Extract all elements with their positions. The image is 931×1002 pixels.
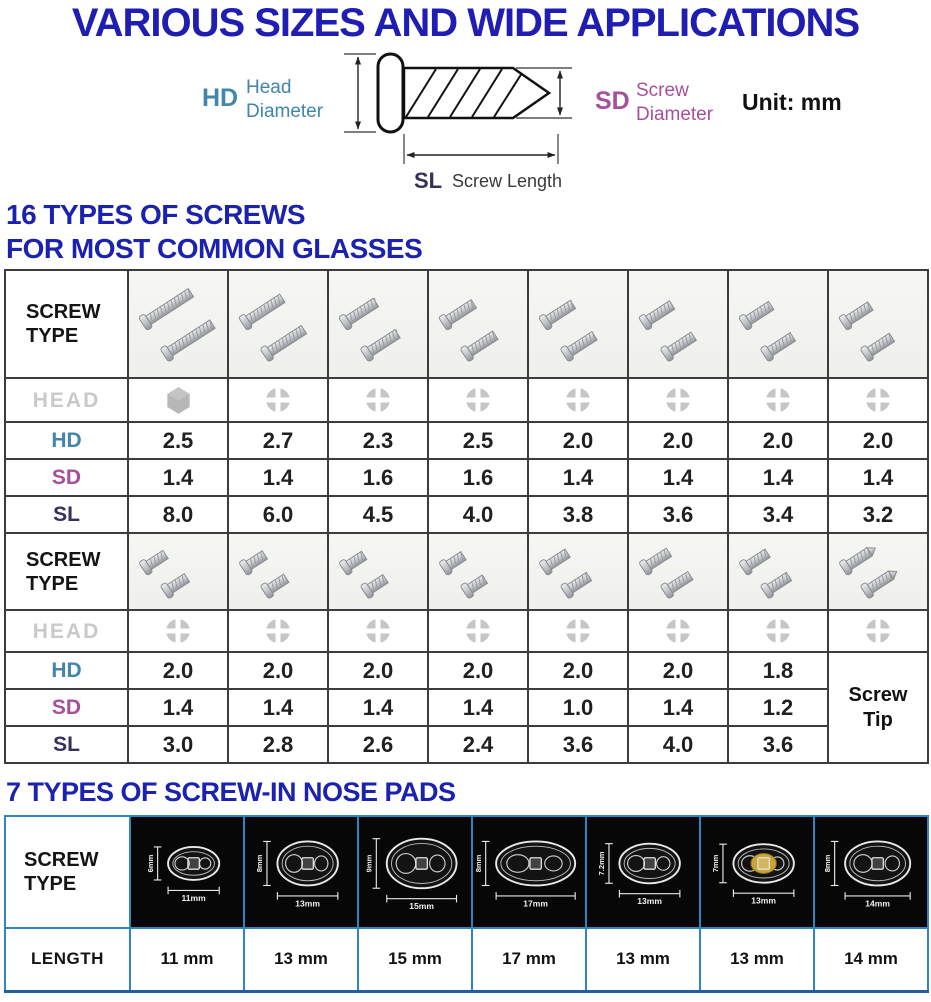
screw-photo-cell xyxy=(228,270,328,378)
nosepads-section-heading: 7 TYPES OF SCREW-IN NOSE PADS xyxy=(6,777,456,808)
screw-photo xyxy=(529,536,627,608)
pad-height-label: 9mm xyxy=(364,854,374,872)
screw-photo-cell xyxy=(128,533,228,610)
nose-pads-table xyxy=(4,815,929,994)
pad-width-label: 15mm xyxy=(409,900,434,911)
sl-value-cell: 3.8 xyxy=(528,496,628,533)
screw-photo-cell xyxy=(228,533,328,610)
pad-height-label: 6mm xyxy=(145,854,155,872)
phillips-head-icon xyxy=(865,618,891,644)
hd-value-cell: 1.8 xyxy=(728,652,828,689)
pad-height-label: 7.2mm xyxy=(597,851,607,876)
row-label-sd: SD xyxy=(5,689,128,726)
head-icon-cell xyxy=(328,610,428,652)
hd-value-cell: 2.0 xyxy=(628,652,728,689)
pad-width-label: 13mm xyxy=(637,895,662,906)
sl-value-cell: 3.2 xyxy=(828,496,928,533)
sd-value-cell: 1.2 xyxy=(728,689,828,726)
screw-photo xyxy=(129,536,227,608)
screw-photo xyxy=(329,273,427,375)
nose-pad-photo xyxy=(131,819,243,925)
screw-photo xyxy=(429,536,527,608)
row-label-hd: HD xyxy=(5,422,128,459)
hd-value-cell: 2.5 xyxy=(428,422,528,459)
phillips-head-icon xyxy=(865,387,891,413)
phillips-head-icon xyxy=(765,387,791,413)
sd-value-cell: 1.4 xyxy=(828,459,928,496)
phillips-head-icon xyxy=(565,387,591,413)
hd-value-cell: 2.0 xyxy=(528,422,628,459)
sl-value-cell: 4.0 xyxy=(428,496,528,533)
pad-width-label: 17mm xyxy=(523,897,548,908)
row-label-length: LENGTH xyxy=(5,928,130,992)
screw-photo xyxy=(629,273,727,375)
screw-photo xyxy=(129,273,227,375)
sl-value-cell: 2.8 xyxy=(228,726,328,763)
head-icon-cell xyxy=(628,610,728,652)
hd-value-cell: 2.3 xyxy=(328,422,428,459)
unit-note: Unit: mm xyxy=(742,89,842,115)
sl-value-cell: 3.4 xyxy=(728,496,828,533)
hd-value-cell: 2.0 xyxy=(328,652,428,689)
hd-abbr-label: HD xyxy=(202,84,239,112)
screw-photo-cell xyxy=(428,270,528,378)
sd-value-cell: 1.4 xyxy=(628,459,728,496)
head-icon-cell xyxy=(128,378,228,422)
nose-pad-cell xyxy=(814,816,928,928)
length-value-cell: 11 mm xyxy=(130,928,244,992)
head-icon-cell xyxy=(328,378,428,422)
screw-photo xyxy=(229,536,327,608)
head-icon-cell xyxy=(528,378,628,422)
hd-value-cell: 2.0 xyxy=(528,652,628,689)
screw-tip-cell: Screw Tip xyxy=(828,652,928,763)
hd-dimension-lines xyxy=(344,54,376,132)
nose-pad-photo xyxy=(245,819,357,925)
head-icon-cell xyxy=(128,610,228,652)
screw-dimension-diagram xyxy=(0,44,931,196)
screw-photo-cell xyxy=(528,270,628,378)
sd-value-cell: 1.4 xyxy=(228,689,328,726)
hd-value-cell: 2.0 xyxy=(128,652,228,689)
sd-value-cell: 1.4 xyxy=(728,459,828,496)
nose-pad-photo xyxy=(473,819,585,925)
sl-dimension-lines xyxy=(404,134,558,164)
screw-photo-cell xyxy=(328,533,428,610)
row-label-sd: SD xyxy=(5,459,128,496)
screw-photo xyxy=(729,273,827,375)
screw-photo-cell xyxy=(728,533,828,610)
sd-value-cell: 1.4 xyxy=(228,459,328,496)
head-icon-cell xyxy=(428,610,528,652)
head-icon-cell xyxy=(628,378,728,422)
screw-photo xyxy=(629,536,727,608)
sd-value-cell: 1.4 xyxy=(128,689,228,726)
screw-photo-cell xyxy=(828,533,928,610)
phillips-head-icon xyxy=(665,618,691,644)
nose-pad-photo xyxy=(815,819,927,925)
sl-value-cell: 6.0 xyxy=(228,496,328,533)
head-icon-cell xyxy=(528,610,628,652)
nose-pad-cell xyxy=(358,816,472,928)
screw-photo-cell xyxy=(428,533,528,610)
row-label-screw-type: SCREW TYPE xyxy=(5,533,128,610)
pad-width-label: 13mm xyxy=(295,897,320,908)
pad-height-label: 8mm xyxy=(473,854,483,872)
row-label-sl: SL xyxy=(5,496,128,533)
head-icon-cell xyxy=(228,610,328,652)
phillips-head-icon xyxy=(565,618,591,644)
hd-value-cell: 2.0 xyxy=(628,422,728,459)
hex-head-icon xyxy=(165,386,192,415)
screw-photo xyxy=(729,536,827,608)
head-icon-cell xyxy=(828,378,928,422)
sl-abbr-label: SL xyxy=(414,168,443,193)
sd-value-cell: 1.4 xyxy=(128,459,228,496)
screw-photo xyxy=(229,273,327,375)
sd-value-cell: 1.4 xyxy=(328,689,428,726)
sd-value-cell: 1.6 xyxy=(328,459,428,496)
row-label-sl: SL xyxy=(5,726,128,763)
row-label-hd: HD xyxy=(5,652,128,689)
row-label-screw-type: SCREW TYPE xyxy=(5,816,130,928)
sd-label-line2: Diameter xyxy=(636,104,714,125)
pad-width-label: 13mm xyxy=(751,895,776,906)
product-infographic xyxy=(0,2,931,1002)
screw-photo xyxy=(829,273,927,375)
length-value-cell: 17 mm xyxy=(472,928,586,992)
pad-height-label: 8mm xyxy=(822,854,832,872)
sd-label-line1: Screw xyxy=(636,80,689,101)
screw-photo-cell xyxy=(128,270,228,378)
pad-height-label: 7mm xyxy=(711,854,721,872)
screw-photo xyxy=(829,536,927,608)
screws-section-heading xyxy=(6,198,931,265)
nose-pad-cell xyxy=(586,816,700,928)
screw-photo-cell xyxy=(528,533,628,610)
phillips-head-icon xyxy=(465,618,491,644)
screw-photo xyxy=(329,536,427,608)
length-value-cell: 13 mm xyxy=(700,928,814,992)
screw-head-shape xyxy=(378,54,403,132)
nose-pad-cell xyxy=(700,816,814,928)
pad-width-label: 11mm xyxy=(181,892,206,903)
head-icon-cell xyxy=(228,378,328,422)
sl-value-cell: 3.6 xyxy=(628,496,728,533)
screw-photo-cell xyxy=(628,270,728,378)
row-label-screw-type: SCREW TYPE xyxy=(5,270,128,378)
hd-value-cell: 2.0 xyxy=(428,652,528,689)
screw-types-table xyxy=(4,269,929,764)
phillips-head-icon xyxy=(165,618,191,644)
length-value-cell: 14 mm xyxy=(814,928,928,992)
nose-pad-photo xyxy=(701,819,813,925)
length-value-cell: 13 mm xyxy=(244,928,358,992)
nose-pad-cell xyxy=(244,816,358,928)
screws-heading-line2: FOR MOST COMMON GLASSES xyxy=(6,232,423,264)
sl-value-cell: 3.0 xyxy=(128,726,228,763)
phillips-head-icon xyxy=(365,618,391,644)
hd-value-cell: 2.7 xyxy=(228,422,328,459)
sl-value-cell: 3.6 xyxy=(528,726,628,763)
screw-photo-cell xyxy=(328,270,428,378)
hd-value-cell: 2.0 xyxy=(228,652,328,689)
screw-photo-cell xyxy=(728,270,828,378)
screws-heading-line1: 16 TYPES OF SCREWS xyxy=(6,199,306,230)
hd-value-cell: 2.0 xyxy=(828,422,928,459)
hd-value-cell: 2.0 xyxy=(728,422,828,459)
sl-value-cell: 2.6 xyxy=(328,726,428,763)
phillips-head-icon xyxy=(765,618,791,644)
sl-value-cell: 4.5 xyxy=(328,496,428,533)
screw-photo-cell xyxy=(828,270,928,378)
nose-pad-photo xyxy=(587,819,699,925)
sd-abbr-label: SD xyxy=(595,87,630,115)
hd-value-cell: 2.5 xyxy=(128,422,228,459)
head-icon-cell xyxy=(828,610,928,652)
head-icon-cell xyxy=(728,610,828,652)
phillips-head-icon xyxy=(265,387,291,413)
hd-label-line1: Head xyxy=(246,77,292,98)
sd-value-cell: 1.4 xyxy=(628,689,728,726)
screw-photo-cell xyxy=(628,533,728,610)
screw-diagram-drawing xyxy=(0,44,931,196)
sl-value-cell: 4.0 xyxy=(628,726,728,763)
sd-value-cell: 1.4 xyxy=(528,459,628,496)
nose-pad-cell xyxy=(472,816,586,928)
length-value-cell: 13 mm xyxy=(586,928,700,992)
sd-value-cell: 1.0 xyxy=(528,689,628,726)
pad-height-label: 8mm xyxy=(255,854,265,872)
length-value-cell: 15 mm xyxy=(358,928,472,992)
phillips-head-icon xyxy=(365,387,391,413)
row-label-head: HEAD xyxy=(5,378,128,422)
screw-photo xyxy=(529,273,627,375)
page-title: VARIOUS SIZES AND WIDE APPLICATIONS xyxy=(71,1,860,45)
hd-label-line2: Diameter xyxy=(246,101,324,122)
sl-value-cell: 8.0 xyxy=(128,496,228,533)
phillips-head-icon xyxy=(465,387,491,413)
pad-width-label: 14mm xyxy=(865,897,890,908)
phillips-head-icon xyxy=(265,618,291,644)
head-icon-cell xyxy=(728,378,828,422)
row-label-head: HEAD xyxy=(5,610,128,652)
screw-photo xyxy=(429,273,527,375)
nose-pad-photo xyxy=(359,819,471,925)
sl-value-cell: 3.6 xyxy=(728,726,828,763)
sl-value-cell: 2.4 xyxy=(428,726,528,763)
phillips-head-icon xyxy=(665,387,691,413)
sd-value-cell: 1.4 xyxy=(428,689,528,726)
nose-pad-cell xyxy=(130,816,244,928)
head-icon-cell xyxy=(428,378,528,422)
sl-label: Screw Length xyxy=(452,171,563,191)
sd-value-cell: 1.6 xyxy=(428,459,528,496)
